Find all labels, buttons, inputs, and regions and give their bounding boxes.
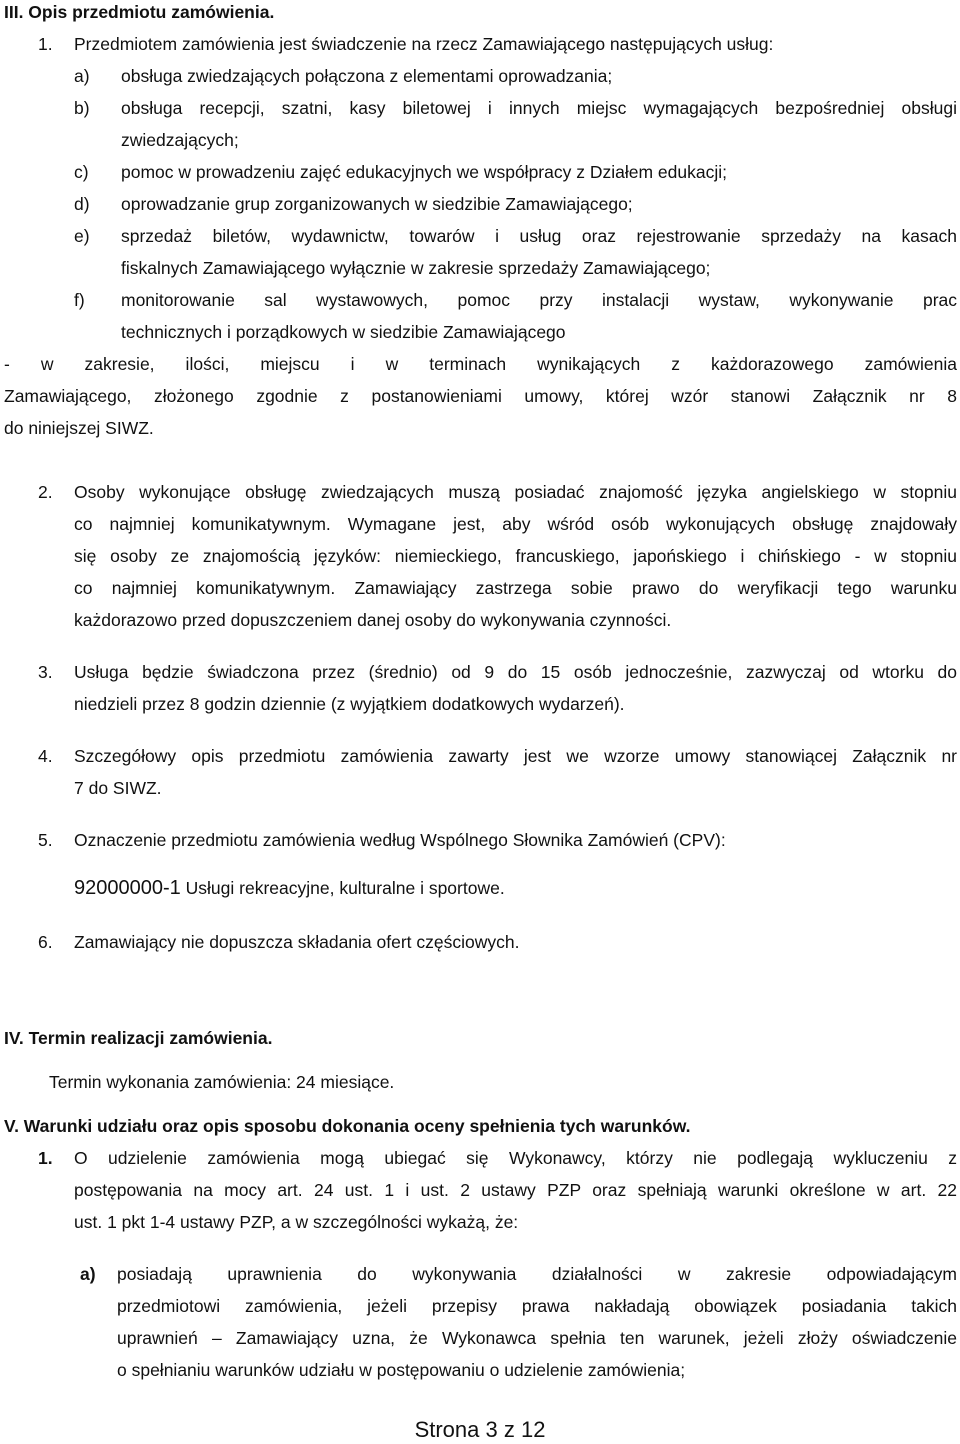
sub-item-text: obsługa recepcji, szatni, kasy biletowej i innych miejsc wymagających bezpośredniej obsługi [121, 98, 957, 118]
sub-item-text: posiadają uprawnienia do wykonywania działalności w zakresie odpowiadającym [117, 1264, 957, 1284]
section-text: Termin wykonania zamówienia: 24 miesiące. [49, 1072, 395, 1092]
sub-item-label: d) [74, 194, 90, 214]
item-text: każdorazowo przed dopuszczeniem danej osoby do wykonywania czynności. [74, 610, 672, 630]
item-text: Usługa będzie świadczona przez (średnio) od 9 do 15 osób jednocześnie, zazwyczaj od wtorku do [74, 662, 957, 682]
scope-text: do niniejszej SIWZ. [4, 418, 154, 438]
item-text: Oznaczenie przedmiotu zamówienia według Wspólnego Słownika Zamówień (CPV): [74, 830, 726, 850]
sub-item-label: a) [74, 66, 90, 86]
item-text: co najmniej komunikatywnym. Wymagane jest, aby wśród osób wykonujących obsługę znajdowały [74, 514, 957, 534]
item-text: ust. 1 pkt 1-4 ustawy PZP, a w szczególności wykażą, że: [74, 1212, 519, 1232]
section-heading-3: III. Opis przedmiotu zamówienia. [4, 2, 275, 22]
sub-item-text: zwiedzających; [121, 130, 239, 150]
item-text: Przedmiotem zamówienia jest świadczenie na rzecz Zamawiającego następujących usług: [74, 34, 774, 54]
item-text: Zamawiający nie dopuszcza składania ofert częściowych. [74, 932, 520, 952]
sub-item-text: o spełnianiu warunków udziału w postępowaniu o udzielenie zamówienia; [117, 1360, 686, 1380]
sub-item-text: technicznych i porządkowych w siedzibie Zamawiającego [121, 322, 566, 342]
page-number: Strona 3 z 12 [414, 1417, 546, 1442]
item-text: co najmniej komunikatywnym. Zamawiający zastrzega sobie prawo do weryfikacji tego warunku [74, 578, 957, 598]
item-text: niedzieli przez 8 godzin dziennie (z wyjątkiem dodatkowych wydarzeń). [74, 694, 625, 714]
scope-text: Zamawiającego, złożonego zgodnie z postanowieniami umowy, której wzór stanowi Załącznik nr 8 [4, 386, 957, 406]
item-number: 5. [38, 830, 53, 850]
item-number: 4. [38, 746, 53, 766]
cpv-line [74, 878, 505, 898]
sub-item-text: oprowadzanie grup zorganizowanych w siedzibie Zamawiającego; [121, 194, 633, 214]
sub-item-label: a) [80, 1264, 96, 1284]
sub-item-text: fiskalnych Zamawiającego wyłącznie w zakresie sprzedaży Zamawiającego; [121, 258, 711, 278]
item-number: 6. [38, 932, 53, 952]
section-heading-5: V. Warunki udziału oraz opis sposobu dokonania oceny spełnienia tych warunków. [4, 1116, 691, 1136]
cpv-code: 92000000-1 [74, 877, 181, 899]
item-number: 2. [38, 482, 53, 502]
item-text: O udzielenie zamówienia mogą ubiegać się Wykonawcy, którzy nie podlegają wykluczeniu z [74, 1148, 957, 1168]
sub-item-label: f) [74, 290, 85, 310]
sub-item-label: c) [74, 162, 89, 182]
item-text: postępowania na mocy art. 24 ust. 1 i ust. 2 ustawy PZP oraz spełniają warunki określone w art. 22 [74, 1180, 957, 1200]
sub-item-label: e) [74, 226, 90, 246]
cpv-description: Usługi rekreacyjne, kulturalne i sportowe. [185, 878, 505, 898]
item-text: się osoby ze znajomością języków: niemieckiego, francuskiego, japońskiego i chińskiego - w stopniu [74, 546, 957, 566]
item-number: 3. [38, 662, 53, 682]
item-text: Osoby wykonujące obsługę zwiedzających muszą posiadać znajomość języka angielskiego w stopniu [74, 482, 957, 502]
sub-item-text: przedmiotowi zamówienia, jeżeli przepisy prawa nakładają obowiązek posiadania takich [117, 1296, 957, 1316]
sub-item-text: sprzedaż biletów, wydawnictw, towarów i usług oraz rejestrowanie sprzedaży na kasach [121, 226, 957, 246]
sub-item-label: b) [74, 98, 90, 118]
item-number: 1. [38, 34, 53, 54]
item-text: 7 do SIWZ. [74, 778, 162, 798]
item-text: Szczegółowy opis przedmiotu zamówienia zawarty jest we wzorze umowy stanowiącej Załącznik nr [74, 746, 957, 766]
sub-item-text: monitorowanie sal wystawowych, pomoc przy instalacji wystaw, wykonywanie prac [121, 290, 957, 310]
sub-item-text: uprawnień – Zamawiający uzna, że Wykonawca spełnia ten warunek, jeżeli złoży oświadczenie [117, 1328, 957, 1348]
section-heading-4: IV. Termin realizacji zamówienia. [4, 1028, 273, 1048]
sub-item-text: pomoc w prowadzeniu zajęć edukacyjnych we współpracy z Działem edukacji; [121, 162, 727, 182]
sub-item-text: obsługa zwiedzających połączona z elementami oprowadzania; [121, 66, 613, 86]
scope-text: - w zakresie, ilości, miejscu i w terminach wynikających z każdorazowego zamówienia [4, 354, 957, 374]
item-number: 1. [38, 1148, 53, 1168]
